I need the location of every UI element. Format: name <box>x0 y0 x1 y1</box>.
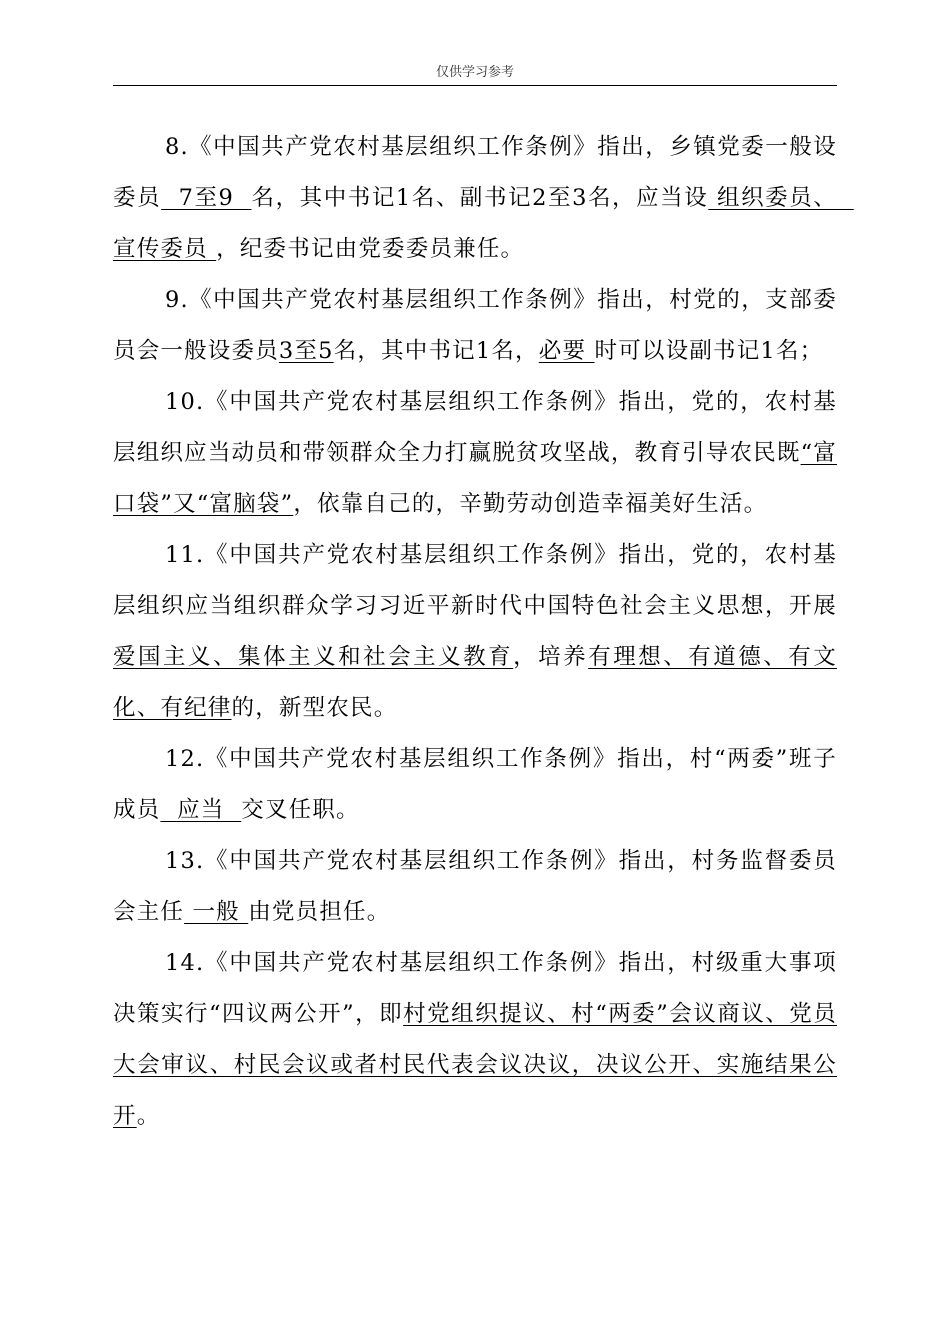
question-12 <box>113 734 837 836</box>
question-text: ，纪委书记由党委委员兼任。 <box>216 236 525 262</box>
answer-blank: “富口袋”又“富脑袋” <box>113 440 837 517</box>
question-8 <box>113 122 854 275</box>
question-text: 8.《中国共产党农村基层组织工作条例》指出，乡镇党委一般设委员 <box>113 134 837 211</box>
question-text: 时可以设副书记1名； <box>594 338 824 364</box>
answer-blank: 一般 <box>184 899 249 925</box>
question-text: 名，其中书记1名， <box>333 338 539 364</box>
answer-blank: 必要 <box>538 338 595 364</box>
question-9 <box>113 275 837 377</box>
answer-blank: 应当 <box>160 797 242 823</box>
question-text: 12.《中国共产党农村基层组织工作条例》指出，村“两委”班子成员 <box>113 746 837 823</box>
document-body <box>113 122 854 1142</box>
answer-blank: 爱国主义、集体主义和社会主义教育 <box>113 644 514 670</box>
question-14 <box>113 938 837 1142</box>
answer-blank: 组织委员、 宣传委员 <box>113 185 854 262</box>
answer-blank: 村党组织提议、村“两委”会议商议、党员大会审议、村民会议或者村民代表会议决议，决议公开、实施结果公开 <box>113 1001 837 1129</box>
question-text: ，培养 <box>513 644 589 670</box>
question-text: 14.《中国共产党农村基层组织工作条例》指出，村级重大事项决策实行“四议两公开”，即 <box>113 950 837 1027</box>
question-text: 。 <box>136 1103 161 1129</box>
question-10 <box>113 377 837 530</box>
answer-blank: 3至5 <box>278 338 334 364</box>
header-divider <box>113 85 837 86</box>
question-13 <box>113 836 837 938</box>
question-text: 13.《中国共产党农村基层组织工作条例》指出，村务监督委员会主任 <box>113 848 837 925</box>
page-header: 仅供学习参考 <box>435 65 514 80</box>
question-text: ，依靠自己的，辛勤劳动创造幸福美好生活。 <box>293 491 768 517</box>
question-text: 11.《中国共产党农村基层组织工作条例》指出，党的，农村基层组织应当组织群众学习习近平新时代中国特色社会主义思想，开展 <box>113 542 837 619</box>
answer-blank: 7至9 <box>161 185 252 211</box>
question-text: 的，新型农民。 <box>231 695 398 721</box>
question-text: 名，其中书记1名、副书记2至3名，应当设 <box>251 185 709 211</box>
question-text: 交叉任职。 <box>241 797 360 823</box>
question-text: 由党员担任。 <box>248 899 391 925</box>
question-text: 10.《中国共产党农村基层组织工作条例》指出，党的，农村基层组织应当动员和带领群众全力打赢脱贫攻坚战，教育引导农民既 <box>113 389 837 466</box>
answer-blank: 有理想、有道德、有文化、有纪律 <box>113 644 837 721</box>
question-text: 9.《中国共产党农村基层组织工作条例》指出，村党的，支部委员会一般设委员 <box>113 287 837 364</box>
question-11 <box>113 530 837 734</box>
